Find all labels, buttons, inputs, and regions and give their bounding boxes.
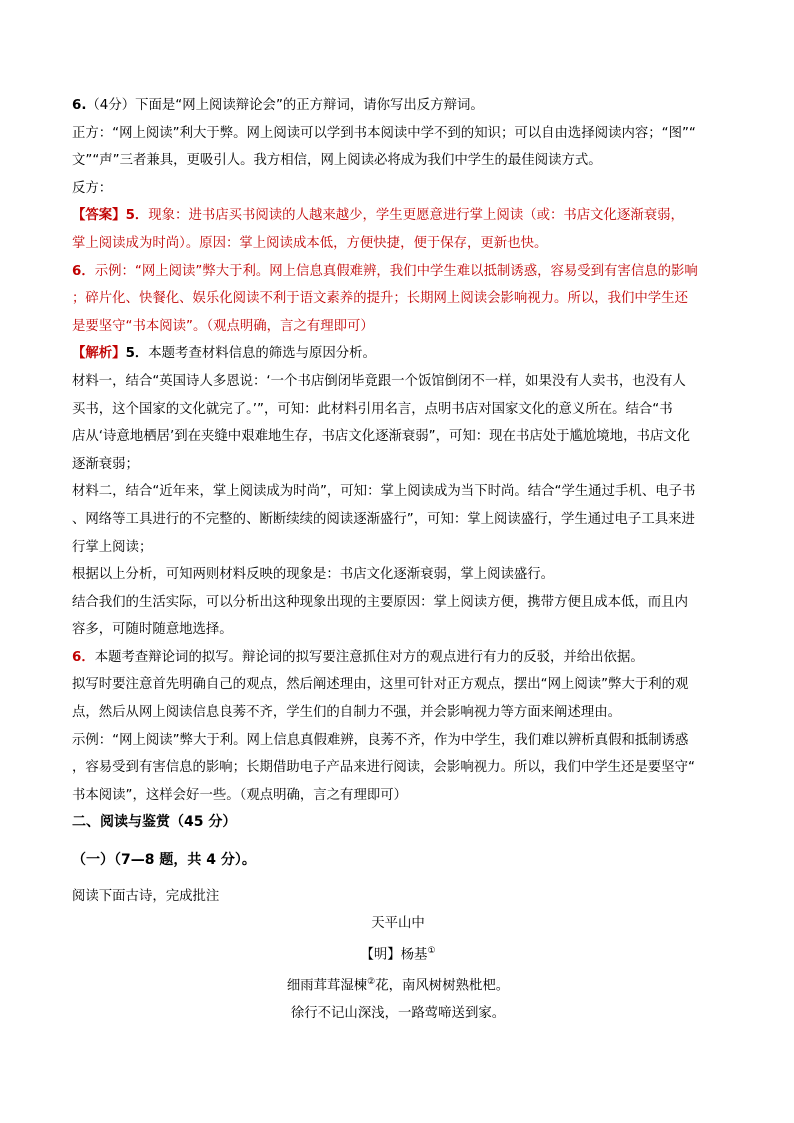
section-2-title: 二、阅读与鉴赏（45 分） xyxy=(72,814,237,831)
answer-text: 现象：进书店买书阅读的人越来越少，学生更愿意进行掌上阅读（或：书店文化逐渐衰弱， xyxy=(148,208,684,224)
con-label: 反方： xyxy=(72,180,113,196)
analysis-text: 材料一，结合“英国诗人多恩说：‘一个书店倒闭毕竟跟一个饭馆倒闭不一样，如果没有人卖书，也没有人 xyxy=(72,373,686,389)
answer-text: 是要坚守“书本阅读”。（观点明确，言之有理即可） xyxy=(72,318,374,334)
pro-argument xyxy=(72,120,724,175)
answer-text: 示例：“网上阅读”弊大于利。网上信息真假难辨，我们中学生难以抵制诱惑，容易受到有害信息的影响 xyxy=(94,263,698,279)
answer-6-number: 6． xyxy=(72,263,95,279)
answer-5-number: 5． xyxy=(125,208,149,224)
analysis-text: 本题考查材料信息的筛选与原因分析。 xyxy=(148,346,376,362)
section-2-instruction: 阅读下面古诗，完成批注 xyxy=(72,888,220,904)
analysis-6 xyxy=(72,644,724,672)
example-answer xyxy=(72,727,724,810)
writing-guide xyxy=(72,671,724,726)
material-2 xyxy=(72,478,724,561)
analysis-text: 逐渐衰弱； xyxy=(72,456,139,472)
poem-line-1 xyxy=(72,969,724,1000)
answer-6 xyxy=(72,258,724,341)
poem-author xyxy=(72,938,724,969)
answer-5 xyxy=(72,202,724,257)
analysis-5-number: 5． xyxy=(125,346,149,362)
pro-line: 文”“声”三者兼具，更吸引人。我方相信，网上阅读必将成为我们中学生的最佳阅读方式。 xyxy=(72,153,602,169)
question-6 xyxy=(72,92,724,120)
analysis-text: 容多，可随时随意地选择。 xyxy=(72,622,233,638)
analysis-text: 行掌上阅读； xyxy=(72,539,153,555)
footnote-marker: ① xyxy=(427,945,436,956)
analysis-text: 拟写时要注意首先明确自己的观点，然后阐述理由，这里可针对正方观点，摆出“网上阅读”弊大于利的观 xyxy=(72,677,689,693)
analysis-6-number: 6． xyxy=(72,649,95,665)
analysis-text: 书本阅读”，这样会好一些。（观点明确，言之有理即可） xyxy=(72,787,408,803)
poem-title: 天平山中 xyxy=(371,916,425,932)
poem-author-name: 【明】杨基 xyxy=(360,947,428,963)
analysis-text: 结合我们的生活实际，可以分析出这种现象出现的主要原因：掌上阅读方便，携带方便且成本低，而且内 xyxy=(72,594,688,610)
poem-text: 花，南风树树熟枇杷。 xyxy=(375,978,510,994)
analysis-text: 本题考查辩论词的拟写。辩论词的拟写要注意抓住对方的观点进行有力的反驳，并给出依据。 xyxy=(94,649,644,665)
analysis-text: ，容易受到有害信息的影响；长期借助电子产品来进行阅读，会影响视力。所以，我们中学生还是要坚守“ xyxy=(72,760,695,776)
analysis-cause xyxy=(72,589,724,644)
poem-text: 细雨茸茸湿楝 xyxy=(286,978,368,994)
footnote-marker: ② xyxy=(367,976,376,987)
analysis-text: 材料二，结合“近年来，掌上阅读成为时尚”，可知：掌上阅读成为当下时尚。结合“学生通过手机、电子书 xyxy=(72,484,696,500)
question-score: （4分） xyxy=(86,98,136,113)
analysis-label: 【解析】 xyxy=(72,346,126,362)
analysis-text: 点，然后从网上阅读信息良莠不齐，学生们的自制力不强，并会影响视力等方面来阐述理由。 xyxy=(72,705,622,721)
analysis-text: 买书，这个国家的文化就完了。’”，可知：此材料引用名言，点明书店对国家文化的意义所在。结合“书 xyxy=(72,401,673,417)
analysis-text: 店从‘诗意地栖居’到在夹缝中艰难地生存，书店文化逐渐衰弱”，可知：现在书店处于尴尬境地，书店文化 xyxy=(72,429,691,445)
section-2-subtitle: （一）（7—8 题，共 4 分）。 xyxy=(72,852,256,869)
material-1 xyxy=(72,368,724,478)
document-page xyxy=(72,92,724,1028)
answer-label: 【答案】 xyxy=(72,208,126,224)
poem-line-2: 徐行不记山深浅，一路莺啼送到家。 xyxy=(290,1005,506,1021)
answer-text: 掌上阅读成为时尚）。原因：掌上阅读成本低，方便快捷，便于保存，更新也快。 xyxy=(72,235,548,251)
analysis-text: 、网络等工具进行的不完整的、断断续续的阅读逐渐盛行”，可知：掌上阅读盛行，学生通过电子工具来进 xyxy=(72,511,695,527)
answer-text: ；碎片化、快餐化、娱乐化阅读不利于语文素养的提升；长期网上阅读会影响视力。所以，我们中学生还 xyxy=(72,291,688,307)
question-number: 6. xyxy=(72,98,87,113)
analysis-summary: 根据以上分析，可知两则材料反映的现象是：书店文化逐渐衰弱，掌上阅读盛行。 xyxy=(72,567,555,583)
question-prompt: 下面是“网上阅读辩论会”的正方辩词，请你写出反方辩词。 xyxy=(135,98,484,113)
analysis-text: 示例：“网上阅读”弊大于利。网上信息真假难辨，良莠不齐，作为中学生，我们难以辨析真假和抵制诱惑 xyxy=(72,732,689,748)
pro-line: 正方：“网上阅读”利大于弊。网上阅读可以学到书本阅读中学不到的知识；可以自由选择阅读内容；“图”“ xyxy=(72,125,696,141)
analysis-5 xyxy=(72,340,724,368)
